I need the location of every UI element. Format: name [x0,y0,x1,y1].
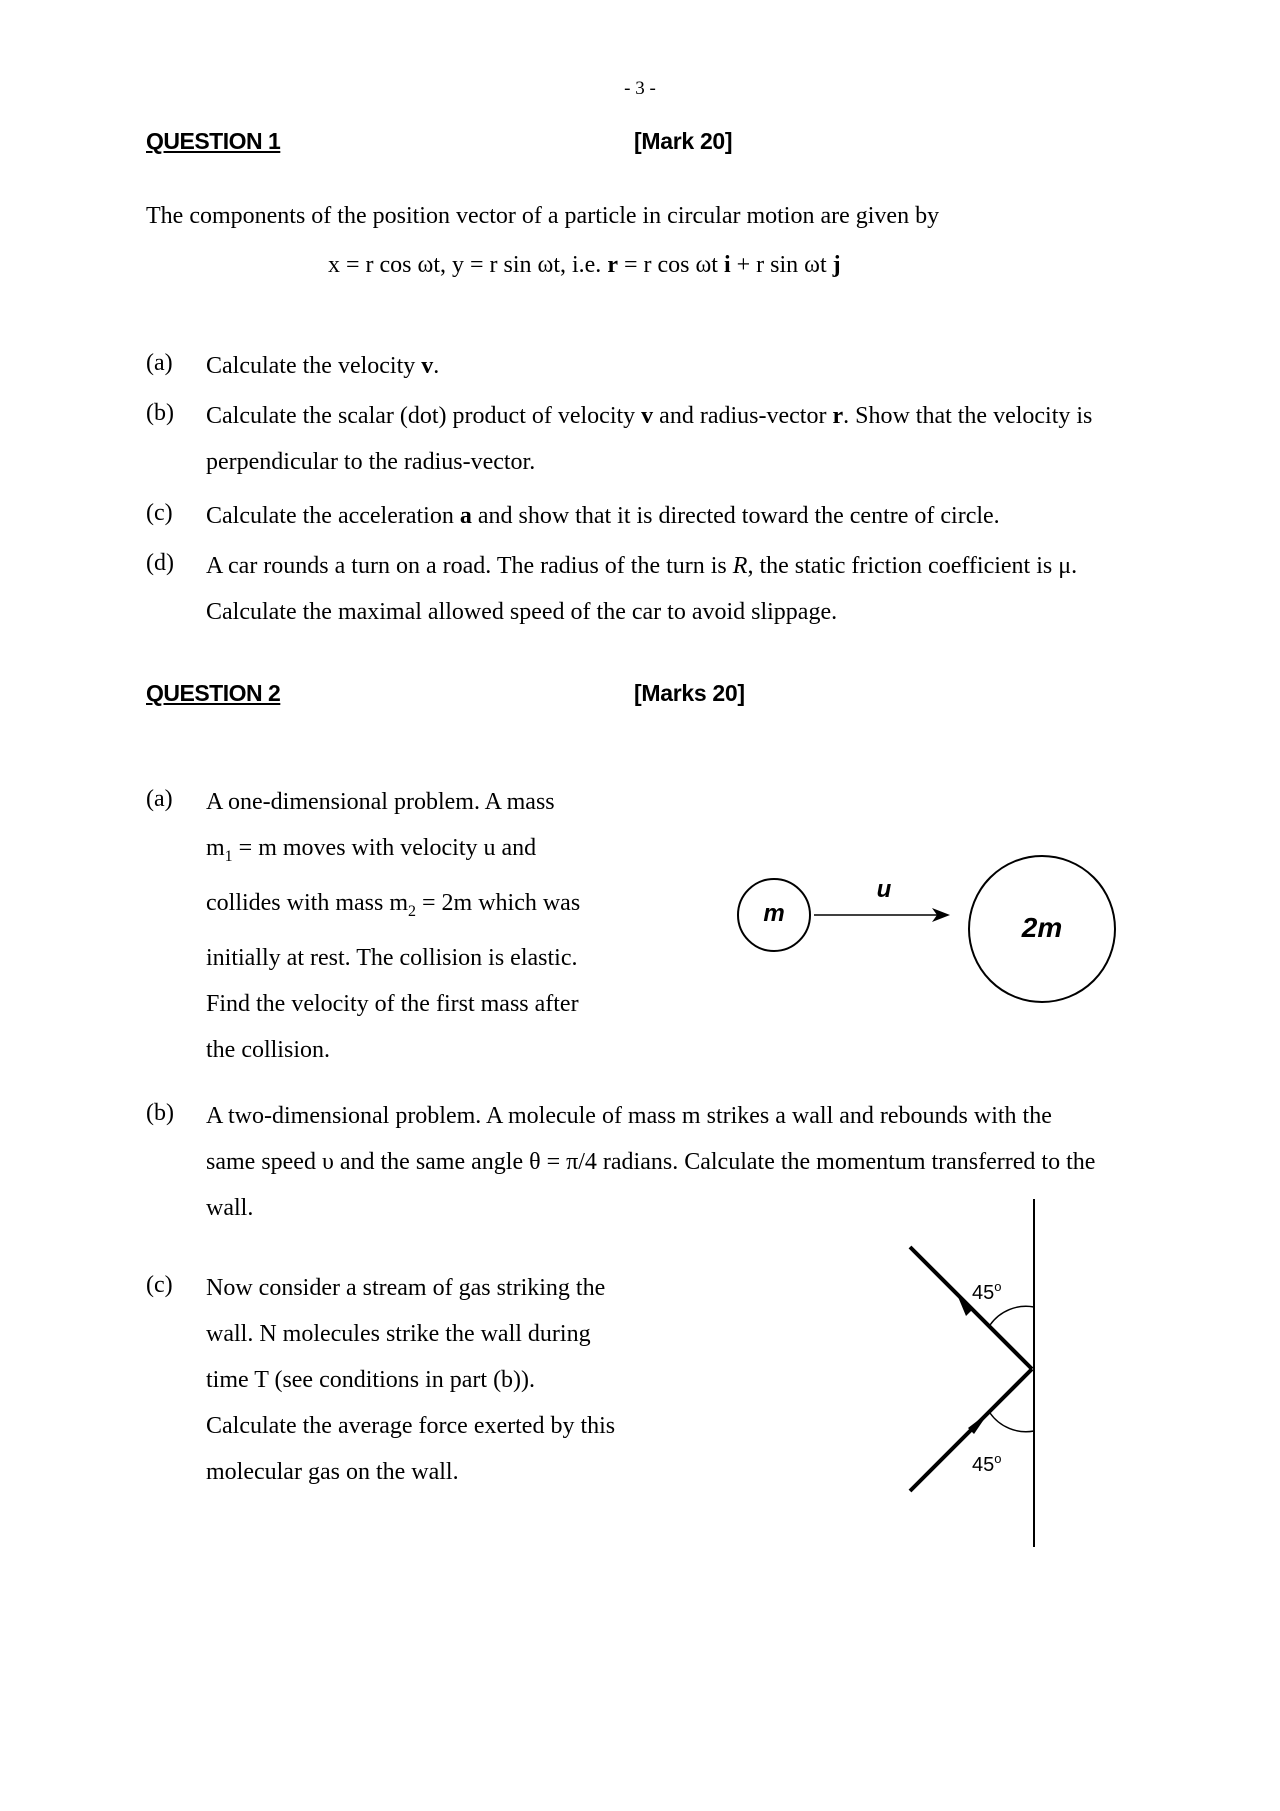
angle-arc-top [990,1306,1034,1325]
q2-part-c-label: (c) [146,1272,173,1298]
q1-part-b-text-line2: perpendicular to the radius-vector. [206,449,536,475]
angle-arc-bottom [990,1413,1034,1432]
collision-diagram [730,855,1130,1025]
q1-part-b-text: Calculate the scalar (dot) product of velocity v and radius-vector r. Show that the velocity is [206,403,1093,429]
question-2-marks: [Marks 20] [634,680,745,706]
question-1-intro: The components of the position vector of a particle in circular motion are given by [146,203,940,229]
question-1-title: QUESTION 1 [146,128,281,154]
q2-part-b-text: A two-dimensional problem. A molecule of mass m strikes a wall and rebounds with the same speed υ and the same angle θ = π/4 radians. Calculate the momentum transferred to the wall. [206,1103,1096,1221]
q1-part-c-text: Calculate the acceleration a and show that it is directed toward the centre of circle. [206,503,1000,529]
q1-part-a-label: (a) [146,350,173,376]
q1-part-d-label: (d) [146,550,174,576]
large-mass-label: 2m [1021,912,1063,943]
q2-part-a-label: (a) [146,786,173,812]
q2-part-c-text: Now consider a stream of gas striking the wall. N molecules strike the wall during time T (see conditions in part (b)). Calculate the average force exerted by this molecular gas on the wall. [206,1275,616,1485]
q1-part-a-text: Calculate the velocity v. [206,353,440,379]
page-number: - 3 - [624,78,656,99]
small-mass-label: m [763,900,785,927]
q1-part-b-label: (b) [146,400,174,426]
incoming-arrowhead-icon [968,1412,989,1434]
q1-part-d-text-line2: Calculate the maximal allowed speed of the car to avoid slippage. [206,599,838,625]
q2-part-a-text: A one-dimensional problem. A mass $m_1 = m$ moves with velocity u and collides with mass $m_2 = 2m$ which was initially at rest. The collision is elastic. Find the velocity of the first mass after the collision. [206,789,581,1063]
reflection-diagram [890,1195,1040,1555]
angle-label-top: 45$^o$ [972,1279,1002,1304]
angle-label-bottom: 45$^o$ [972,1451,1002,1476]
q1-part-d-text: A car rounds a turn on a road. The radius of the turn is R, the static friction coefficient is μ. [206,553,1078,579]
velocity-label: u [876,876,892,903]
question-2-title: QUESTION 2 [146,680,281,706]
question-1-marks: [Mark 20] [634,128,733,154]
position-vector-equation: x = r cos ωt, y = r sin ωt, i.e. r = r cos ωt i + r sin ωt j [328,252,841,278]
q1-part-c-label: (c) [146,500,173,526]
q2-part-b-label: (b) [146,1100,174,1126]
